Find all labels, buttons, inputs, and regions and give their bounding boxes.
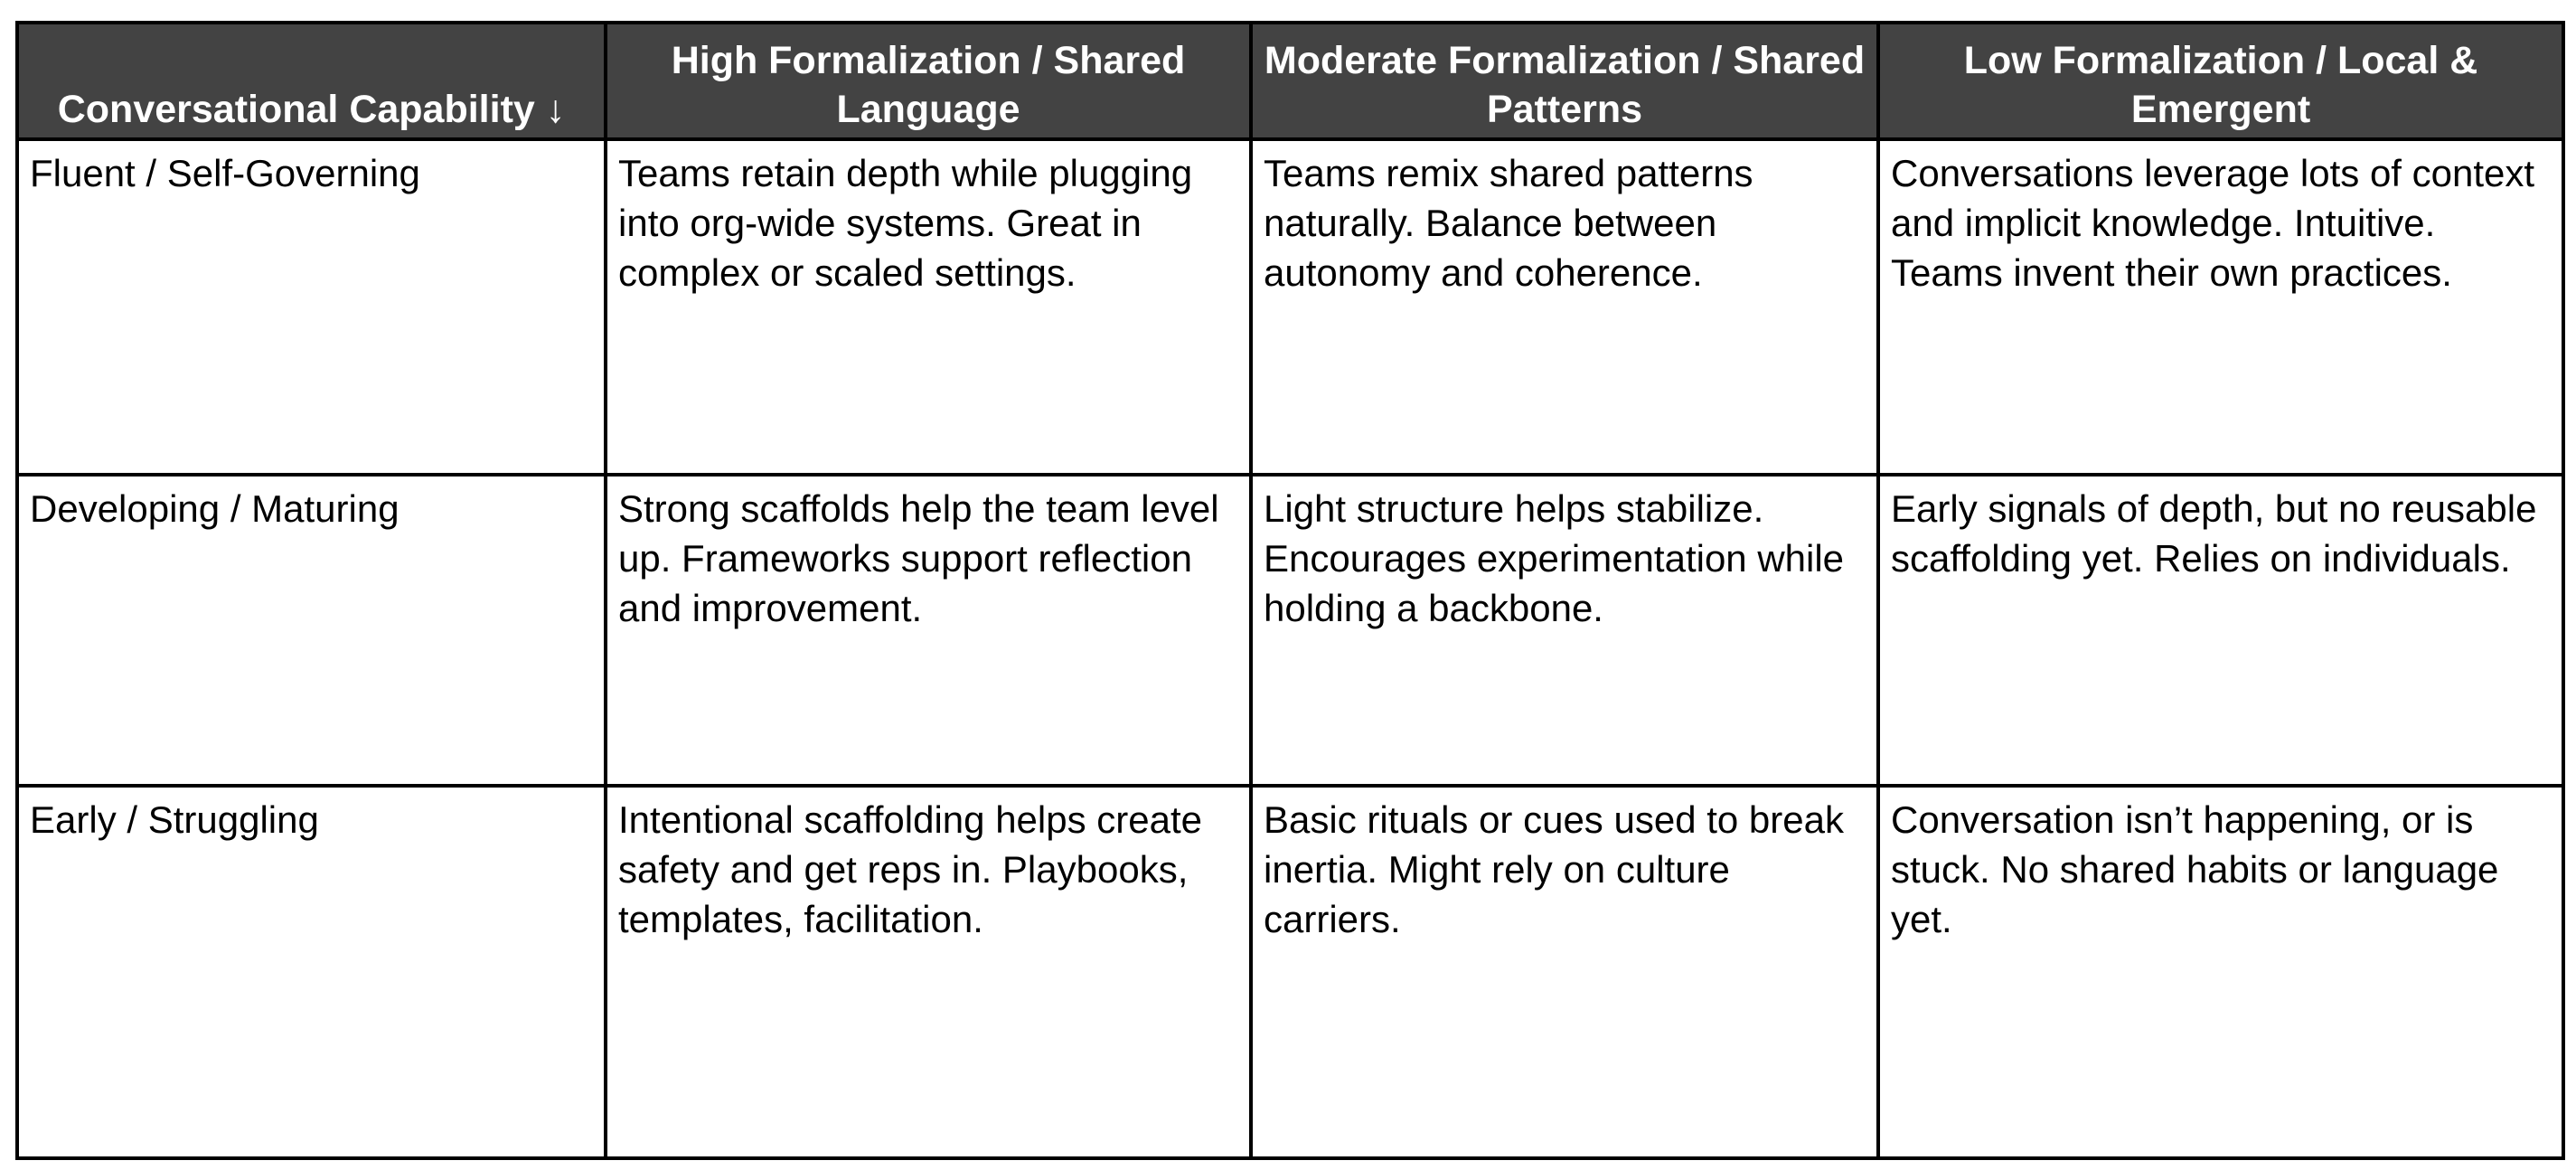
cell-early-moderate: Basic rituals or cues used to break inertia. Might rely on culture carriers. [1251,786,1878,1158]
cell-developing-moderate: Light structure helps stabilize. Encourages experimentation while holding a backbone. [1251,475,1878,786]
matrix-header [17,23,2563,139]
table-row [17,139,2563,475]
cell-developing-high: Strong scaffolds help the team level up. Frameworks support reflection and improvement. [606,475,1251,786]
header-conversational-capability: Conversational Capability ↓ [17,23,606,139]
cell-developing-low: Early signals of depth, but no reusable scaffolding yet. Relies on individuals. [1878,475,2563,786]
cell-fluent-low: Conversations leverage lots of context and implicit knowledge. Intuitive. Teams invent their own practices. [1878,139,2563,475]
table-row [17,475,2563,786]
header-row [17,23,2563,139]
matrix-body [17,139,2563,1158]
cell-fluent-moderate: Teams remix shared patterns naturally. Balance between autonomy and coherence. [1251,139,1878,475]
row-label-fluent: Fluent / Self-Governing [17,139,606,475]
cell-early-high: Intentional scaffolding helps create safety and get reps in. Playbooks, templates, facilitation. [606,786,1251,1158]
cell-early-low: Conversation isn’t happening, or is stuck. No shared habits or language yet. [1878,786,2563,1158]
header-moderate-formalization: Moderate Formalization / Shared Patterns [1251,23,1878,139]
capability-formalization-matrix [15,21,2565,1160]
row-label-early: Early / Struggling [17,786,606,1158]
row-label-developing: Developing / Maturing [17,475,606,786]
header-high-formalization: High Formalization / Shared Language [606,23,1251,139]
header-low-formalization: Low Formalization / Local & Emergent [1878,23,2563,139]
cell-fluent-high: Teams retain depth while plugging into org-wide systems. Great in complex or scaled settings. [606,139,1251,475]
table-row [17,786,2563,1158]
